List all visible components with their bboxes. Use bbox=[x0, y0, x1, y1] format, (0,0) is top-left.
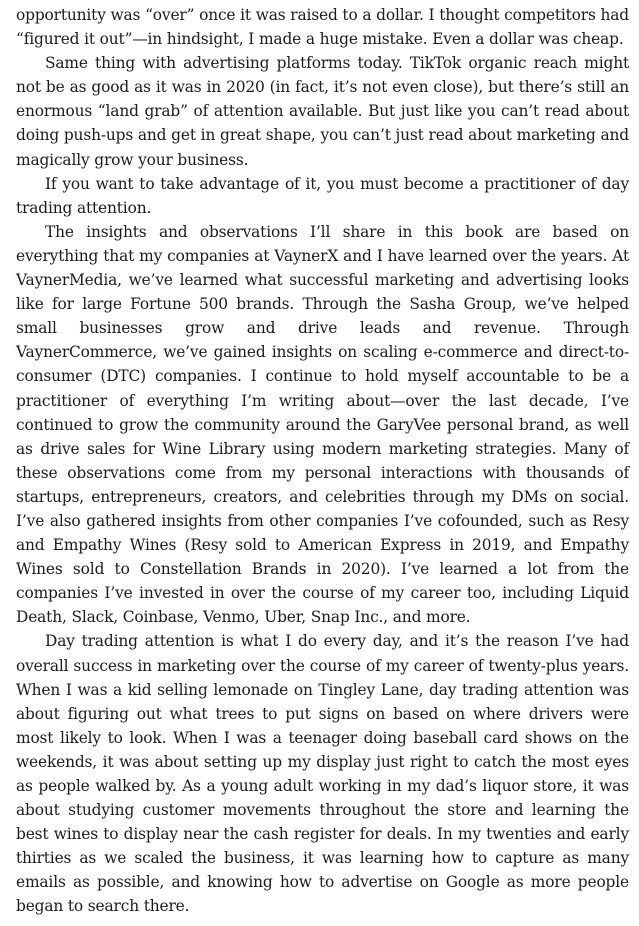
paragraph-3: If you want to take advantage of it, you must become a practitioner of day trading attention. bbox=[16, 174, 629, 217]
paragraph-5: Day trading attention is what I do every day, and it’s the reason I’ve had overall success in marketing over the course of my career of twenty-plus years. When I was a kid selling lemonade on Tingley Lane, day trading attention was about figuring out what trees to put signs on based on where drivers were most likely to look. When I was a teenager doing baseball card shows on the weekends, it was about setting up my display just right to catch the most eyes as people walked by. As a young adult working in my dad’s liquor store, it was about studying customer movements throughout the store and learning the best wines to display near the cash register for deals. In my twenties and early thirties as we scaled the business, it was learning how to capture as many emails as possible, and knowing how to advertise on Google as more people began to search there. bbox=[16, 632, 629, 916]
paragraph-4: The insights and observations I’ll share in this book are based on everything that my companies at VaynerX and I have learned over the years. At VaynerMedia, we’ve learned what successful marketing and advertising looks like for large Fortune 500 brands. Through the Sasha Group, we’ve helped small businesses grow and drive leads and revenue. Through VaynerCommerce, we’ve gained insights on scaling e-commerce and direct-to-consumer (DTC) companies. I continue to hold myself accountable to be a practitioner of everything I’m writing about—over the last decade, I’ve continued to grow the community around the GaryVee personal brand, as well as drive sales for Wine Library using modern marketing strategies. Many of these observations come from my personal interactions with thousands of startups, entrepreneurs, creators, and celebrities through my DMs on social. I’ve also gathered insights from other companies I’ve cofounded, such as Resy and Empathy Wines (Resy sold to American Express in 2019, and Empathy Wines sold to Constellation Brands in 2020). I’ve learned a lot from the companies I’ve invested in over the course of my career too, including Liquid Death, Slack, Coinbase, Venmo, Uber, Snap Inc., and more. bbox=[16, 222, 629, 627]
paragraph-1: opportunity was “over” once it was raised to a dollar. I thought competitors had “figured it out”—in hindsight, I made a huge mistake. Even a dollar was cheap. bbox=[16, 6, 629, 49]
paragraph-2: Same thing with advertising platforms today. TikTok organic reach might not be as good as it was in 2020 (in fact, it’s not even close), but there’s still an enormous “land grab” of attention available. But just like you can’t read about doing push-ups and get in great shape, you can’t just read about marketing and magically grow your business. bbox=[16, 54, 629, 169]
